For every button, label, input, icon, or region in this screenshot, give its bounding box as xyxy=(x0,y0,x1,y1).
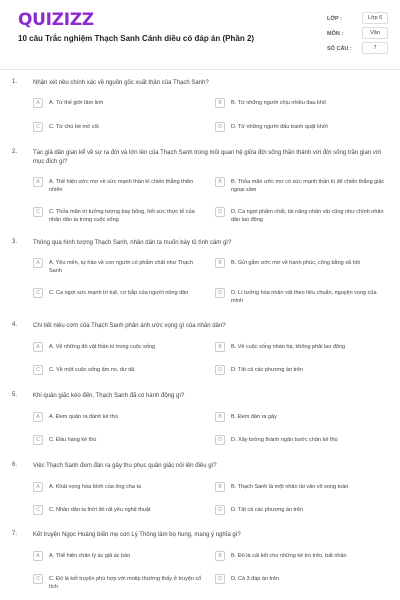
option-text: C. Đó là kết truyện phù hợp với motip thường thấy ở truyện cổ tích xyxy=(49,576,202,590)
option-text: B. Về cuộc sống nhàn hạ, không phải lao động xyxy=(231,344,346,350)
option-text: C. Ca ngợi sức mạnh trí tuệ, cơ bắp của người nông dân xyxy=(49,290,189,296)
meta-grade xyxy=(327,12,387,27)
question-number: 2. xyxy=(12,149,18,155)
question-text: Thông qua hình tượng Thạch Sanh, nhân dân ta muốn bày tỏ tình cảm gì? xyxy=(33,240,232,246)
option-text: C. Từ chú bé mồ côi xyxy=(49,124,99,130)
option-text: C. Thỏa mãn trí tưởng tượng bay bổng, hết sức thực tế của nhân dân ta trong cuộc sống xyxy=(49,209,195,223)
option-text: B. Thỏa mãn ước mơ có sức mạnh thần kì để chiến thắng giặc ngoại xâm xyxy=(231,179,385,193)
option-letter-box: D xyxy=(215,574,225,584)
question-2 xyxy=(12,149,390,234)
option-letter-box: A xyxy=(33,98,43,108)
option-text: A. Từ thế giới tâm linh xyxy=(49,100,104,106)
option-text: D. Tất cả các phương án trên xyxy=(231,367,304,373)
option-text: D. Xây tường thành ngăn bước chân kẻ thù xyxy=(231,437,338,443)
option-text: D. Lí tưởng hóa nhân vật theo tiêu chuẩn, nguyện vọng của mình xyxy=(231,290,377,304)
option-text: D. Tất cả các phương án trên xyxy=(231,507,304,513)
option-text: A. Về những đồ vật thần kì trong cuộc sống xyxy=(49,344,156,350)
question-6 xyxy=(12,462,390,522)
option-text: B. Từ những người chịu nhiều đau khổ xyxy=(231,100,326,106)
option-text: A. Thể hiện chân lý ác giả ác báo xyxy=(49,553,131,559)
meta-count-value: 7 xyxy=(362,42,388,54)
option-letter-box: B xyxy=(215,177,225,187)
option-letter-box: A xyxy=(33,258,43,268)
question-7 xyxy=(12,531,390,596)
option-letter-box: B xyxy=(215,482,225,492)
question-text: Khi quân giặc kéo đến, Thạch Sanh đã có hành động gì? xyxy=(33,393,185,399)
option-letter-box: A xyxy=(33,342,43,352)
option-letter-box: C xyxy=(33,122,43,132)
option-text: A. Thể hiện ước mơ về sức mạnh thần kì chiến thắng thiên nhiên xyxy=(49,179,194,193)
meta-grade-label: LỚP : xyxy=(327,16,342,22)
option-letter-box: C xyxy=(33,505,43,515)
question-1 xyxy=(12,79,390,139)
question-text: Việc Thạch Sanh đem đàn ra gảy thu phục quân giặc nói lên điều gì? xyxy=(33,463,217,469)
quizizz-logo[interactable]: QUIZIZZ xyxy=(18,10,94,30)
option-letter-box: D xyxy=(215,207,225,217)
question-number: 7. xyxy=(12,531,18,537)
option-text: D. Cả 3 đáp án trên xyxy=(231,576,280,582)
option-letter-box: C xyxy=(33,435,43,445)
option-letter-box: B xyxy=(215,342,225,352)
question-5 xyxy=(12,392,390,452)
option-letter-box: B xyxy=(215,98,225,108)
option-text: C. Về một cuộc sống ấm no, dư dả xyxy=(49,367,135,373)
meta-subject-label: MÔN : xyxy=(327,31,344,37)
option-letter-box: C xyxy=(33,207,43,217)
meta-count-label: SỐ CÂU : xyxy=(327,46,352,52)
question-text: Kết truyện Ngọc Hoàng biến mẹ con Lý Thông làm bọ hung, mang ý nghĩa gì? xyxy=(33,532,241,538)
question-number: 4. xyxy=(12,322,18,328)
option-letter-box: A xyxy=(33,551,43,561)
question-text: Nhận xét nêu chính xác về nguồn gốc xuất thân của Thạch Sanh? xyxy=(33,80,209,86)
option-letter-box: D xyxy=(215,288,225,298)
question-4 xyxy=(12,322,390,382)
option-text: C. Nhân dân ta thời đó rất yêu nghệ thuật xyxy=(49,507,151,513)
question-number: 1. xyxy=(12,79,18,85)
question-number: 6. xyxy=(12,462,18,468)
option-letter-box: C xyxy=(33,574,43,584)
page-title: 10 câu Trắc nghiệm Thạch Sanh Cánh diều có đáp án (Phần 2) xyxy=(18,34,255,43)
question-number: 5. xyxy=(12,392,18,398)
option-text: B. Đem đàn ra gảy xyxy=(231,414,277,420)
question-text: Chi tiết niêu cơm của Thạch Sanh phản ánh ước vọng gì của nhân dân? xyxy=(33,323,226,329)
meta-subject-value: Văn xyxy=(362,27,388,39)
option-text: D. Ca ngợi phẩm chất, tài năng nhân vật cũng như chính nhân dân lao động xyxy=(231,209,384,223)
option-text: A. Yêu mến, tự hào về con người có phẩm chất như Thạch Sanh xyxy=(49,260,194,274)
header xyxy=(0,0,400,70)
option-text: A. Đem quân ra đánh kẻ thù xyxy=(49,414,118,420)
question-3 xyxy=(12,239,390,319)
option-text: C. Đầu hàng kẻ thù xyxy=(49,437,97,443)
question-text: Tác giả dân gian kể về sự ra đời và lớn lên của Thạch Sanh trong mối quan hệ giữa đời sống thần thánh với đời sống trần gian với mục đích gì? xyxy=(33,150,382,165)
option-letter-box: A xyxy=(33,412,43,422)
option-letter-box: B xyxy=(215,412,225,422)
option-letter-box: B xyxy=(215,551,225,561)
option-letter-box: D xyxy=(215,365,225,375)
option-letter-box: D xyxy=(215,505,225,515)
option-text: B. Đó là cái kết cho những kẻ tro trẽo, bất nhân xyxy=(231,553,347,559)
meta-subject xyxy=(327,27,387,42)
option-text: A. Khát vọng hòa bình của ông cha ta xyxy=(49,484,142,490)
option-text: D. Từ những người đấu tranh quật khởi xyxy=(231,124,328,130)
question-number: 3. xyxy=(12,239,18,245)
option-letter-box: C xyxy=(33,288,43,298)
option-letter-box: C xyxy=(33,365,43,375)
meta-count xyxy=(327,42,387,57)
meta-panel xyxy=(327,12,387,57)
option-letter-box: A xyxy=(33,482,43,492)
option-letter-box: B xyxy=(215,258,225,268)
meta-grade-value: Lớp 6 xyxy=(362,12,388,24)
option-letter-box: A xyxy=(33,177,43,187)
option-text: B. Thạch Sanh là một nhân tài văn võ song toàn xyxy=(231,484,349,490)
option-letter-box: D xyxy=(215,435,225,445)
option-text: B. Gửi gắm ước mơ về hạnh phúc, công bằng xã hội xyxy=(231,260,360,266)
option-letter-box: D xyxy=(215,122,225,132)
